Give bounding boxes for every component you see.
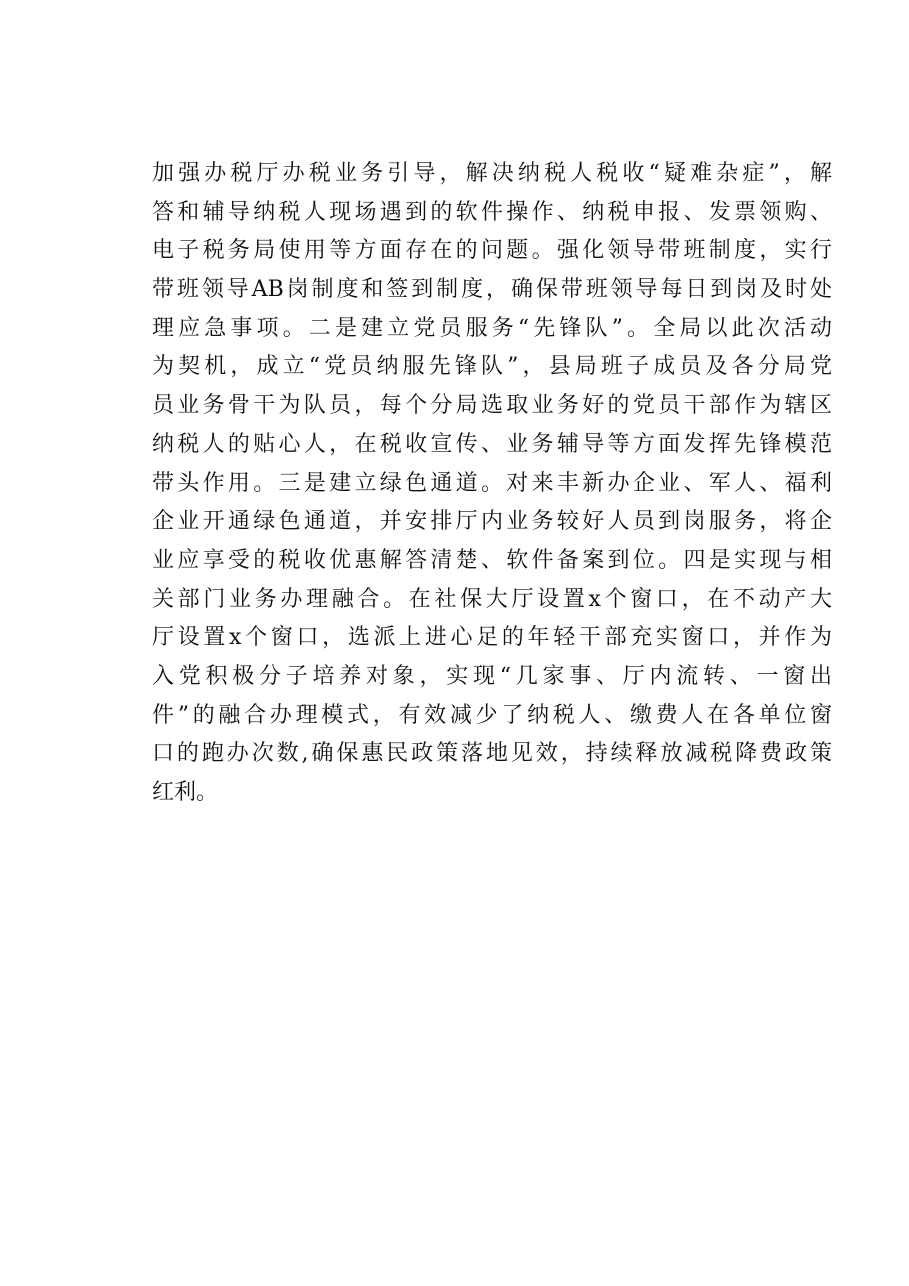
paragraph-line-14: 入党积极分子培养对象，实现“几家事、厅内流转、一窗出 xyxy=(152,663,832,689)
paragraph-line-13: 厅设置x个窗口，选派上进心足的年轻干部充实窗口，并作为 xyxy=(152,625,832,651)
paragraph-line-7: 员业务骨干为队员，每个分局选取业务好的党员干部作为辖区 xyxy=(152,393,832,419)
paragraph-line-8: 纳税人的贴心人，在税收宣传、业务辅导等方面发挥先锋模范 xyxy=(152,431,832,457)
paragraph-line-16: 口的跑办次数,确保惠民政策落地见效，持续释放减税降费政策 xyxy=(152,741,832,767)
paragraph-line-17: 红利。 xyxy=(152,780,219,805)
paragraph-line-5: 理应急事项。二是建立党员服务“先锋队”。全局以此次活动 xyxy=(152,315,832,341)
paragraph-line-10: 企业开通绿色通道，并安排厅内业务较好人员到岗服务，将企 xyxy=(152,509,832,535)
paragraph-line-9: 带头作用。三是建立绿色通道。对来丰新办企业、军人、福利 xyxy=(152,470,832,496)
paragraph-line-11: 业应享受的税收优惠解答清楚、软件备案到位。四是实现与相 xyxy=(152,547,832,573)
paragraph-line-3: 电子税务局使用等方面存在的问题。强化领导带班制度，实行 xyxy=(152,238,832,264)
paragraph-line-1: 加强办税厅办税业务引导，解决纳税人税收“疑难杂症”，解 xyxy=(152,161,832,186)
paragraph-line-2: 答和辅导纳税人现场遇到的软件操作、纳税申报、发票领购、 xyxy=(152,199,832,225)
body-paragraph xyxy=(152,162,832,820)
paragraph-line-15: 件”的融合办理模式，有效减少了纳税人、缴费人在各单位窗 xyxy=(152,702,832,728)
paragraph-line-4: 带班领导AB岗制度和签到制度，确保带班领导每日到岗及时处 xyxy=(152,277,832,303)
paragraph-line-6: 为契机，成立“党员纳服先锋队”，县局班子成员及各分局党 xyxy=(152,354,832,380)
paragraph-line-12: 关部门业务办理融合。在社保大厅设置x个窗口，在不动产大 xyxy=(152,586,832,612)
